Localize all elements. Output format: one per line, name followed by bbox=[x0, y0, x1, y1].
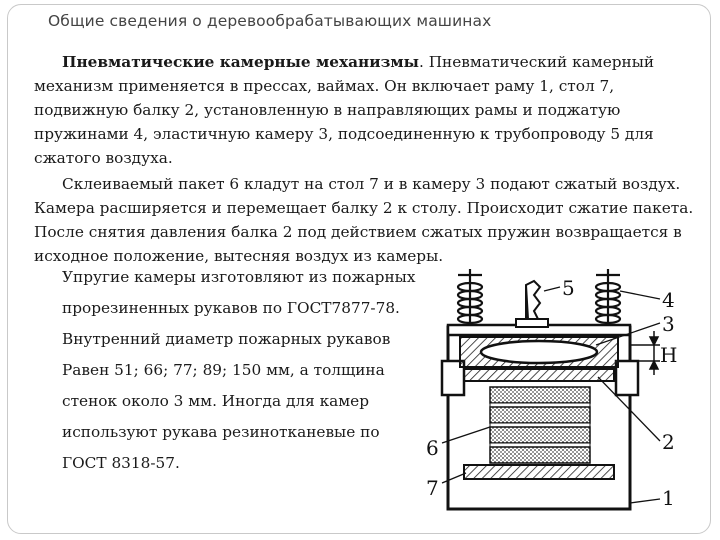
label-1: 1 bbox=[662, 486, 675, 510]
table-7 bbox=[464, 465, 614, 479]
spring-right-4 bbox=[596, 269, 620, 325]
label-7: 7 bbox=[426, 476, 439, 500]
paragraph-1-text: . Пневматический камерный механизм применяется в прессах, ваймах. Он включает раму 1, стол 7, подвижную балку 2, установленную в направляющих рамы и поджатую пружинами 4, эластичную камеру 3, подсоединенную к трубопроводу 5 для сжатого воздуха. bbox=[34, 53, 655, 167]
side-text-line: Равен 51; 66; 77; 89; 150 мм, а толщина bbox=[62, 361, 385, 379]
spring-left-4 bbox=[458, 269, 482, 325]
paragraph-1-lead: Пневматические камерные механизмы bbox=[62, 53, 419, 71]
label-5: 5 bbox=[562, 276, 575, 300]
movable-beam-2 bbox=[464, 369, 614, 381]
side-text bbox=[62, 262, 422, 479]
label-6: 6 bbox=[426, 436, 439, 460]
pneumatic-chamber-diagram bbox=[398, 265, 698, 530]
side-text-line: Упругие камеры изготовляют из пожарных bbox=[62, 268, 416, 286]
side-text-line: Внутренний диаметр пожарных рукавов bbox=[62, 330, 391, 348]
air-pipe-5 bbox=[516, 281, 548, 327]
side-text-line: прорезиненных рукавов по ГОСТ7877-78. bbox=[62, 299, 400, 317]
frame-side-right bbox=[616, 361, 638, 395]
slide-title: Общие сведения о деревообрабатывающих машинах bbox=[48, 12, 492, 30]
label-3: 3 bbox=[662, 312, 675, 336]
side-text-line: используют рукава резинотканевые по bbox=[62, 423, 380, 441]
label-2: 2 bbox=[662, 430, 675, 454]
side-text-line: ГОСТ 8318-57. bbox=[62, 454, 180, 472]
side-text-line: стенок около 3 мм. Иногда для камер bbox=[62, 392, 370, 410]
glued-package-6 bbox=[490, 387, 590, 463]
elastic-chamber-3 bbox=[481, 341, 597, 363]
paragraph-1 bbox=[34, 50, 696, 170]
paragraph-2: Склеиваемый пакет 6 кладут на стол 7 и в камеру 3 подают сжатый воздух. Камера расширяется и перемещает балку 2 к столу. Происходит сжатие пакета. После снятия давления балка 2 под действием сжатых пружин возвращается в исходное положение, вытесняя воздух из камеры. bbox=[34, 175, 694, 265]
body-text bbox=[34, 50, 696, 268]
label-h: H bbox=[660, 343, 678, 367]
label-4: 4 bbox=[662, 288, 675, 312]
